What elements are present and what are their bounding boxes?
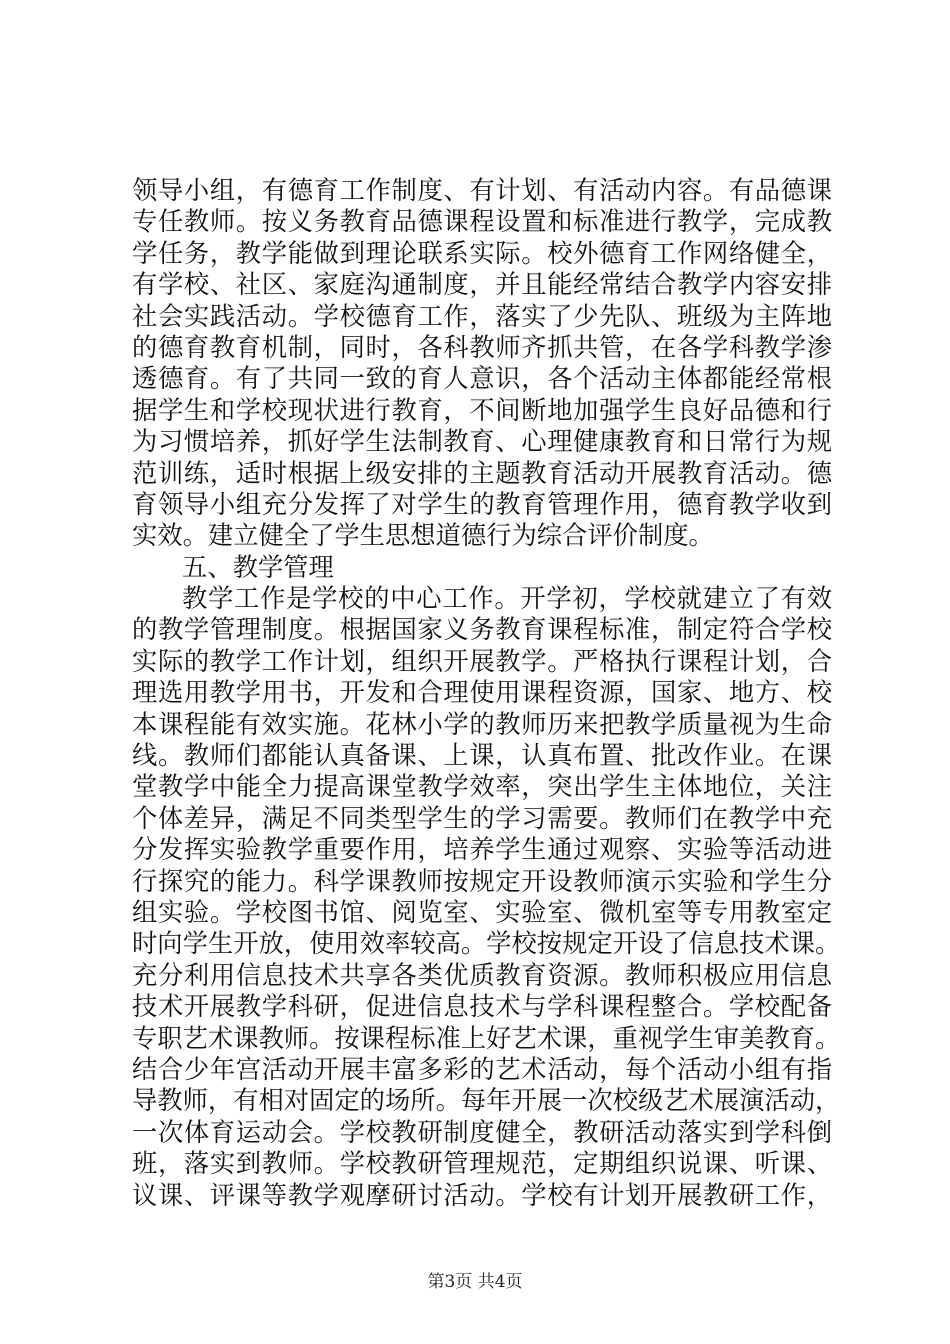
text-line: 育领导小组充分发挥了对学生的教育管理作用，德育教学收到 [132,489,832,519]
text-line: 充分利用信息技术共享各类优质教育资源。教师积极应用信息 [132,960,832,990]
text-line: 本课程能有效实施。花林小学的教师历来把教学质量视为生命 [132,709,832,739]
text-line: 领导小组，有德育工作制度、有计划、有活动内容。有品德课 [132,176,832,205]
text-line: 教学工作是学校的中心工作。开学初，学校就建立了有效 [182,584,832,614]
text-line: 堂教学中能全力提高课堂教学效率，突出学生主体地位，关注 [132,772,832,802]
text-line: 线。教师们都能认真备课、上课，认真布置、批改作业。在课 [132,741,832,771]
text-line: 有学校、社区、家庭沟通制度，并且能经常结合教学内容安排 [132,270,832,300]
text-line: 行探究的能力。科学课教师按规定开设教师演示实验和学生分 [132,866,832,896]
text-line: 时向学生开放，使用效率较高。学校按规定开设了信息技术课。 [132,929,841,959]
text-line: 班，落实到教师。学校教研管理规范，定期组织说课、听课、 [132,1149,832,1179]
text-line: 专职艺术课教师。按课程标准上好艺术课，重视学生审美教育。 [132,1023,841,1053]
text-line: 理选用教学用书，开发和合理使用课程资源，国家、地方、校 [132,678,832,708]
page-footer: 第3页 共4页 [427,1272,523,1292]
text-line: 学任务，教学能做到理论联系实际。校外德育工作网络健全， [132,238,832,268]
text-line: 结合少年宫活动开展丰富多彩的艺术活动，每个活动小组有指 [132,1054,832,1084]
text-line: 的德育教育机制，同时，各科教师齐抓共管，在各学科教学渗 [132,332,832,362]
text-line: 导教师，有相对固定的场所。每年开展一次校级艺术展演活动， [132,1086,841,1116]
text-line: 分发挥实验教学重要作用，培养学生通过观察、实验等活动进 [132,835,832,865]
text-line: 专任教师。按义务教育品德课程设置和标准进行教学，完成教 [132,207,832,237]
text-line: 为习惯培养，抓好学生法制教育、心理健康教育和日常行为规 [132,427,832,457]
text-line: 一次体育运动会。学校教研制度健全，教研活动落实到学科倒 [132,1117,832,1147]
text-line: 实际的教学工作计划，组织开展教学。严格执行课程计划，合 [132,646,832,676]
text-line: 个体差异，满足不同类型学生的学习需要。教师们在教学中充 [132,803,832,833]
text-line: 技术开展教学科研，促进信息技术与学科课程整合。学校配备 [132,992,832,1022]
text-line: 社会实践活动。学校德育工作，落实了少先队、班级为主阵地 [132,301,832,331]
text-line: 的教学管理制度。根据国家义务教育课程标准，制定符合学校 [132,615,832,645]
text-line: 实效。建立健全了学生思想道德行为综合评价制度。 [132,521,714,551]
text-line: 范训练，适时根据上级安排的主题教育活动开展教育活动。德 [132,458,832,488]
section-heading: 五、教学管理 [182,552,334,582]
text-line: 议课、评课等教学观摩研讨活动。学校有计划开展教研工作， [132,1180,832,1210]
text-line: 组实验。学校图书馆、阅览室、实验室、微机室等专用教室定 [132,897,832,927]
document-body [132,175,841,1211]
text-line: 据学生和学校现状进行教育，不间断地加强学生良好品德和行 [132,395,832,425]
text-line: 透德育。有了共同一致的育人意识，各个活动主体都能经常根 [132,364,832,394]
